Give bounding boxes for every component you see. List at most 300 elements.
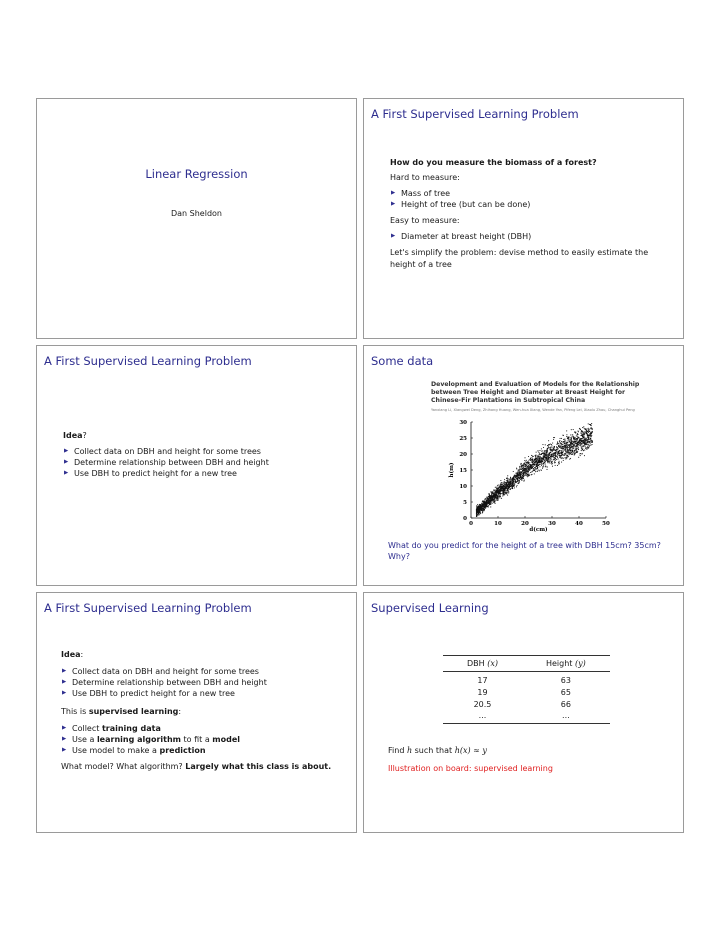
scatter-point xyxy=(562,450,563,451)
scatter-point xyxy=(517,483,518,484)
scatter-point xyxy=(480,513,481,514)
scatter-point xyxy=(592,444,593,445)
slide-idea-question xyxy=(36,345,357,586)
scatter-point xyxy=(558,451,559,452)
scatter-point xyxy=(504,487,505,488)
scatter-point xyxy=(484,501,485,502)
scatter-point xyxy=(526,473,527,474)
scatter-point xyxy=(505,488,506,489)
scatter-point xyxy=(570,453,571,454)
scatter-point xyxy=(566,458,567,459)
scatter-point xyxy=(551,464,552,465)
scatter-point xyxy=(583,443,584,444)
scatter-point xyxy=(534,470,535,471)
slide-supervised-definition xyxy=(36,592,357,833)
scatter-point xyxy=(478,514,479,515)
scatter-point xyxy=(588,423,589,424)
scatter-point xyxy=(569,459,570,460)
table-cell: 19 xyxy=(477,688,488,697)
scatter-point xyxy=(548,444,549,445)
scatter-point xyxy=(506,488,507,489)
x-tick-label: 30 xyxy=(548,521,556,527)
scatter-point xyxy=(509,484,510,485)
scatter-point xyxy=(580,438,581,439)
scatter-point xyxy=(544,461,545,462)
scatter-point xyxy=(541,470,542,471)
scatter-point xyxy=(534,473,535,474)
scatter-point xyxy=(558,462,559,463)
scatter-point xyxy=(566,430,567,431)
scatter-point xyxy=(494,500,495,501)
scatter-point xyxy=(581,433,582,434)
scatter-point xyxy=(581,443,582,444)
scatter-point xyxy=(514,484,515,485)
scatter-point xyxy=(497,496,498,497)
scatter-point xyxy=(492,503,493,504)
table-cell: 66 xyxy=(560,700,571,709)
scatter-point xyxy=(512,480,513,481)
scatter-point xyxy=(485,498,486,499)
scatter-point xyxy=(518,473,519,474)
scatter-point xyxy=(549,462,550,463)
scatter-point xyxy=(535,458,536,459)
scatter-point xyxy=(497,488,498,489)
scatter-point xyxy=(535,468,536,469)
scatter-point xyxy=(538,458,539,459)
scatter-point xyxy=(550,458,551,459)
list-item: ▶ Collect data on DBH and height for some trees xyxy=(61,666,351,677)
scatter-point xyxy=(577,438,578,439)
idea-list xyxy=(63,446,348,479)
y-tick-label: 5 xyxy=(463,500,467,506)
scatter-point xyxy=(543,456,544,457)
text-run-bold: Largely what this class is about. xyxy=(185,762,332,771)
illustration-note: Illustration on board: supervised learning xyxy=(388,764,553,773)
scatter-point xyxy=(527,471,528,472)
scatter-point xyxy=(547,450,548,451)
scatter-point xyxy=(525,469,526,470)
scatter-point xyxy=(561,462,562,463)
x-tick-label: 50 xyxy=(602,521,610,527)
scatter-point xyxy=(490,491,491,492)
scatter-point xyxy=(524,457,525,458)
idea-punct: ? xyxy=(82,431,87,440)
scatter-point xyxy=(567,448,568,449)
scatter-point xyxy=(484,499,485,500)
scatter-point xyxy=(512,482,513,483)
scatter-point xyxy=(584,455,585,456)
scatter-point xyxy=(510,477,511,478)
scatter-point xyxy=(581,450,582,451)
scatter-point xyxy=(542,461,543,462)
scatter-point xyxy=(505,484,506,485)
scatter-point xyxy=(512,484,513,485)
scatter-point xyxy=(535,462,536,463)
scatter-point xyxy=(582,446,583,447)
scatter-point xyxy=(496,488,497,489)
scatter-point xyxy=(562,457,563,458)
scatter-point xyxy=(590,432,591,433)
scatter-point xyxy=(492,497,493,498)
scatter-point xyxy=(482,508,483,509)
scatter-point xyxy=(494,498,495,499)
scatter-point xyxy=(506,480,507,481)
scatter-point xyxy=(537,464,538,465)
scatter-point xyxy=(554,452,555,453)
scatter-point xyxy=(587,434,588,435)
find-h-line xyxy=(388,745,678,756)
scatter-point xyxy=(587,442,588,443)
scatter-point xyxy=(491,500,492,501)
table-row xyxy=(443,699,610,711)
scatter-point xyxy=(498,494,499,495)
scatter-point xyxy=(581,454,582,455)
scatter-point xyxy=(581,447,582,448)
scatter-point xyxy=(487,498,488,499)
scatter-point xyxy=(527,476,528,477)
scatter-point xyxy=(575,446,576,447)
scatter-point xyxy=(561,458,562,459)
scatter-point xyxy=(564,440,565,441)
slide-title xyxy=(36,98,357,339)
scatter-point xyxy=(552,454,553,455)
scatter-point xyxy=(563,455,564,456)
scatter-point xyxy=(582,436,583,437)
scatter-point xyxy=(578,449,579,450)
text-run: : xyxy=(178,707,182,716)
scatter-point xyxy=(539,464,540,465)
scatter-point xyxy=(506,483,507,484)
scatter-point xyxy=(579,437,580,438)
scatter-point xyxy=(543,465,544,466)
scatter-point xyxy=(488,505,489,506)
scatter-point xyxy=(573,452,574,453)
scatter-point xyxy=(585,429,586,430)
scatter-point xyxy=(500,490,501,491)
list-item: ▶ Height of tree (but can be done) xyxy=(390,199,675,210)
y-tick-label: 15 xyxy=(459,468,467,474)
scatter-point xyxy=(529,468,530,469)
scatter-point xyxy=(576,438,577,439)
scatter-point xyxy=(556,451,557,452)
scatter-point xyxy=(567,450,568,451)
scatter-point xyxy=(574,451,575,452)
scatter-point xyxy=(521,467,522,468)
scatter-point xyxy=(540,458,541,459)
scatter-point xyxy=(501,490,502,491)
scatter-point xyxy=(555,458,556,459)
scatter-point xyxy=(549,455,550,456)
y-axis-label: h(m) xyxy=(449,462,455,478)
scatter-point xyxy=(551,459,552,460)
scatter-point xyxy=(494,496,495,497)
scatter-point xyxy=(525,461,526,462)
scatter-point xyxy=(563,458,564,459)
header-text: Height xyxy=(545,659,573,668)
y-tick-label: 0 xyxy=(463,516,467,522)
scatter-point xyxy=(580,445,581,446)
scatter-point xyxy=(543,466,544,467)
scatter-point xyxy=(559,440,560,441)
scatter-point xyxy=(560,443,561,444)
scatter-point xyxy=(557,457,558,458)
scatter-point xyxy=(581,448,582,449)
math-h: h xyxy=(406,746,413,755)
scatter-point xyxy=(566,454,567,455)
scatter-point xyxy=(574,454,575,455)
scatter-point xyxy=(561,438,562,439)
scatter-point xyxy=(536,463,537,464)
scatter-point xyxy=(546,458,547,459)
scatter-point xyxy=(485,507,486,508)
scatter-point xyxy=(582,434,583,435)
scatter-point xyxy=(591,433,592,434)
scatter-point xyxy=(563,460,564,461)
slide-heading: A First Supervised Learning Problem xyxy=(44,354,252,368)
scatter-point xyxy=(516,468,517,469)
scatter-point xyxy=(541,465,542,466)
scatter-point xyxy=(520,464,521,465)
supervised-term: supervised learning xyxy=(88,707,179,716)
list-item: ▶ Mass of tree xyxy=(390,188,675,199)
scatter-point xyxy=(569,440,570,441)
scatter-point xyxy=(558,453,559,454)
scatter-point xyxy=(503,485,504,486)
scatter-point xyxy=(553,448,554,449)
scatter-point xyxy=(563,448,564,449)
scatter-point xyxy=(484,506,485,507)
scatter-point xyxy=(480,507,481,508)
presentation-title: Linear Regression xyxy=(145,167,248,181)
scatter-point xyxy=(542,466,543,467)
scatter-point xyxy=(529,464,530,465)
scatter-point xyxy=(490,496,491,497)
scatter-point xyxy=(530,458,531,459)
scatter-point xyxy=(531,459,532,460)
scatter-point xyxy=(553,437,554,438)
scatter-point xyxy=(495,500,496,501)
scatter-point xyxy=(533,470,534,471)
scatter-point xyxy=(515,476,516,477)
scatter-point xyxy=(497,497,498,498)
scatter-point xyxy=(532,459,533,460)
scatter-point xyxy=(524,466,525,467)
scatter-point xyxy=(486,505,487,506)
scatter-point xyxy=(524,460,525,461)
scatter-point xyxy=(516,485,517,486)
scatter-point xyxy=(526,460,527,461)
scatter-point xyxy=(538,460,539,461)
scatter-point xyxy=(569,454,570,455)
scatter-point xyxy=(545,444,546,445)
scatter-point xyxy=(542,468,543,469)
scatter-point xyxy=(539,453,540,454)
idea-punct: : xyxy=(80,650,84,659)
scatter-point xyxy=(535,466,536,467)
scatter-point xyxy=(589,446,590,447)
scatter-point xyxy=(533,468,534,469)
scatter-point xyxy=(556,459,557,460)
scatter-point xyxy=(572,443,573,444)
scatter-point xyxy=(571,444,572,445)
scatter-point xyxy=(569,439,570,440)
scatter-point xyxy=(574,445,575,446)
text-run: What model? What algorithm? xyxy=(61,762,186,771)
scatter-point xyxy=(560,457,561,458)
scatter-point xyxy=(583,426,584,427)
scatter-point xyxy=(520,469,521,470)
scatter-point xyxy=(580,444,581,445)
scatter-point xyxy=(541,459,542,460)
scatter-point xyxy=(506,493,507,494)
scatter-point xyxy=(588,441,589,442)
scatter-point xyxy=(501,482,502,483)
scatter-point xyxy=(516,475,517,476)
text-run: Find xyxy=(388,746,407,755)
scatter-point xyxy=(561,441,562,442)
scatter-point xyxy=(512,488,513,489)
scatter-point xyxy=(578,437,579,438)
scatter-point xyxy=(547,460,548,461)
scatter-point xyxy=(539,450,540,451)
term-training-data: training data xyxy=(101,724,161,733)
scatter-point xyxy=(541,451,542,452)
scatter-point xyxy=(508,492,509,493)
scatter-point xyxy=(476,516,477,517)
scatter-point xyxy=(504,483,505,484)
scatter-point xyxy=(507,481,508,482)
scatter-point xyxy=(487,500,488,501)
scatter-point xyxy=(500,496,501,497)
scatter-point xyxy=(534,464,535,465)
term-model: model xyxy=(212,735,241,744)
scatter-point xyxy=(524,471,525,472)
scatter-point xyxy=(497,492,498,493)
scatter-point xyxy=(565,451,566,452)
scatter-point xyxy=(500,486,501,487)
idea-list xyxy=(61,666,351,699)
scatter-point xyxy=(559,457,560,458)
scatter-point xyxy=(528,470,529,471)
scatter-point xyxy=(555,452,556,453)
text-run: Collect xyxy=(72,724,102,733)
scatter-point xyxy=(493,501,494,502)
scatter-point xyxy=(588,437,589,438)
scatter-point xyxy=(519,467,520,468)
scatter-point xyxy=(512,486,513,487)
scatter-point xyxy=(572,454,573,455)
scatter-point xyxy=(479,514,480,515)
scatter-point xyxy=(577,442,578,443)
scatter-point xyxy=(502,495,503,496)
scatter-point xyxy=(498,490,499,491)
scatter-point xyxy=(560,442,561,443)
scatter-point xyxy=(552,442,553,443)
scatter-point xyxy=(526,465,527,466)
scatter-point xyxy=(535,456,536,457)
scatter-point xyxy=(580,455,581,456)
scatter-point xyxy=(536,452,537,453)
scatter-point xyxy=(584,439,585,440)
scatter-point xyxy=(567,438,568,439)
list-item: ▶ Diameter at breast height (DBH) xyxy=(390,231,675,242)
scatter-point xyxy=(496,491,497,492)
scatter-point xyxy=(588,444,589,445)
scatter-point xyxy=(588,447,589,448)
scatter-point xyxy=(585,438,586,439)
x-tick-label: 10 xyxy=(494,521,502,527)
scatter-point xyxy=(571,429,572,430)
scatter-point xyxy=(573,441,574,442)
scatter-point xyxy=(575,449,576,450)
scatter-point xyxy=(511,482,512,483)
scatter-point xyxy=(560,438,561,439)
scatter-point xyxy=(589,424,590,425)
scatter-point xyxy=(558,446,559,447)
scatter-point xyxy=(584,428,585,429)
scatter-point xyxy=(531,455,532,456)
scatter-point xyxy=(557,441,558,442)
scatter-point xyxy=(538,459,539,460)
scatter-point xyxy=(559,441,560,442)
scatter-point xyxy=(537,467,538,468)
scatter-point xyxy=(556,444,557,445)
scatter-point xyxy=(479,507,480,508)
scatter-point xyxy=(530,460,531,461)
scatter-point xyxy=(577,430,578,431)
scatter-point xyxy=(518,477,519,478)
steps-list xyxy=(61,723,351,756)
scatter-point xyxy=(489,504,490,505)
scatter-point xyxy=(563,451,564,452)
x-tick-label: 20 xyxy=(521,521,529,527)
table-cell: ... xyxy=(443,711,522,724)
scatter-point xyxy=(529,466,530,467)
scatter-point xyxy=(553,456,554,457)
scatter-point xyxy=(584,436,585,437)
scatter-point xyxy=(477,504,478,505)
scatter-point xyxy=(532,462,533,463)
scatter-point xyxy=(590,428,591,429)
scatter-point xyxy=(489,498,490,499)
scatter-point xyxy=(577,433,578,434)
scatter-point xyxy=(536,459,537,460)
scatter-point xyxy=(497,489,498,490)
scatter-point xyxy=(538,451,539,452)
scatter-point xyxy=(504,486,505,487)
scatter-point xyxy=(510,486,511,487)
scatter-point xyxy=(581,430,582,431)
text-run: such that xyxy=(412,746,455,755)
scatter-point xyxy=(528,460,529,461)
scatter-point xyxy=(477,513,478,514)
scatter-point xyxy=(592,440,593,441)
scatter-point xyxy=(585,432,586,433)
scatter-point xyxy=(490,506,491,507)
text-run: Use model to make a xyxy=(72,746,160,755)
scatter-point xyxy=(523,477,524,478)
scatter-point xyxy=(564,445,565,446)
scatter-point xyxy=(513,485,514,486)
scatter-point xyxy=(529,462,530,463)
scatter-point xyxy=(571,447,572,448)
scatter-point xyxy=(499,486,500,487)
scatter-point xyxy=(547,456,548,457)
scatter-point xyxy=(559,463,560,464)
scatter-point xyxy=(564,439,565,440)
math-expression: h(x) ≈ y xyxy=(454,746,487,755)
scatter-point xyxy=(561,450,562,451)
